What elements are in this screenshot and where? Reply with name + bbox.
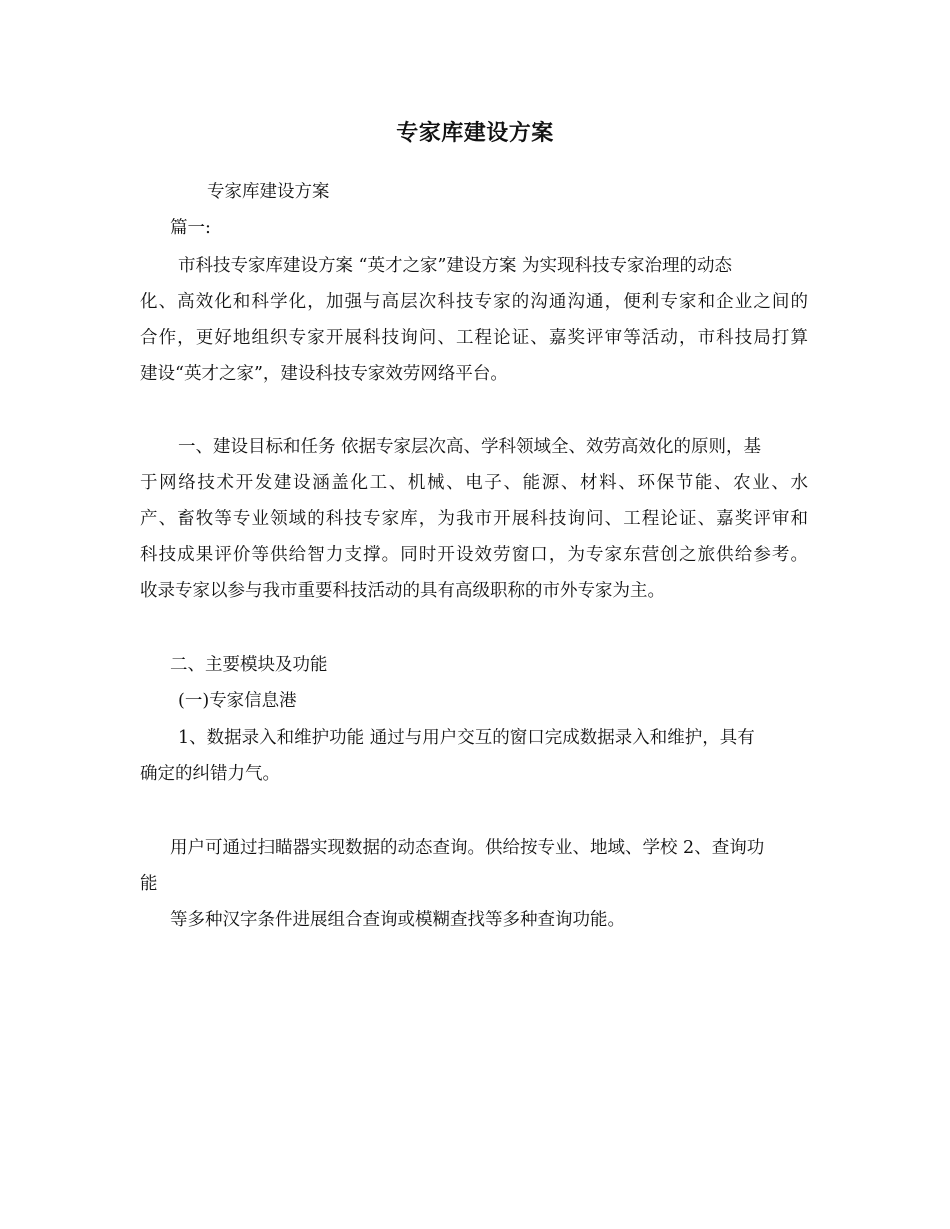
paragraph-line: 一、建设目标和任务 依据专家层次高、学科领域全、效劳高效化的原则，基 xyxy=(178,437,762,457)
paragraph-line: 1、数据录入和维护功能 通过与用户交互的窗口完成数据录入和维护，具有 xyxy=(178,728,755,748)
paragraph-line: 化、高效化和科学化，加强与高层次科技专家的沟通沟通，便利专家和企业之间的 xyxy=(140,292,808,312)
page-title: 专家库建设方案 xyxy=(396,120,554,146)
paragraph-line: 合作，更好地组织专家开展科技询问、工程论证、嘉奖评审等活动，市科技局打算 xyxy=(140,328,808,348)
paragraph-line: 等多种汉字条件进展组合查询或模糊查找等多种查询功能。 xyxy=(170,910,625,930)
paragraph-line: 用户可通过扫瞄器实现数据的动态查询。供给按专业、地域、学校 2、查询功 xyxy=(170,838,765,858)
paragraph-line: 建设“英才之家”，建设科技专家效劳网络平台。 xyxy=(140,364,508,384)
part-label: 篇一: xyxy=(170,218,211,238)
paragraph-line: 能 xyxy=(140,874,158,894)
section-heading: 二、主要模块及功能 xyxy=(170,655,328,675)
subsection-heading: (一)专家信息港 xyxy=(178,691,297,711)
paragraph-line: 于网络技术开发建设涵盖化工、机械、电子、能源、材料、环保节能、农业、水 xyxy=(140,473,808,493)
paragraph-line: 市科技专家库建设方案 “英才之家”建设方案 为实现科技专家治理的动态 xyxy=(178,256,733,276)
paragraph-line: 科技成果评价等供给智力支撑。同时开设效劳窗口，为专家东营创之旅供给参考。 xyxy=(140,545,808,565)
document-subtitle: 专家库建设方案 xyxy=(207,182,330,202)
paragraph-line: 确定的纠错力气。 xyxy=(140,764,280,784)
paragraph-line: 收录专家以参与我市重要科技活动的具有高级职称的市外专家为主。 xyxy=(140,581,665,601)
paragraph-line: 产、畜牧等专业领域的科技专家库，为我市开展科技询问、工程论证、嘉奖评审和 xyxy=(140,509,808,529)
